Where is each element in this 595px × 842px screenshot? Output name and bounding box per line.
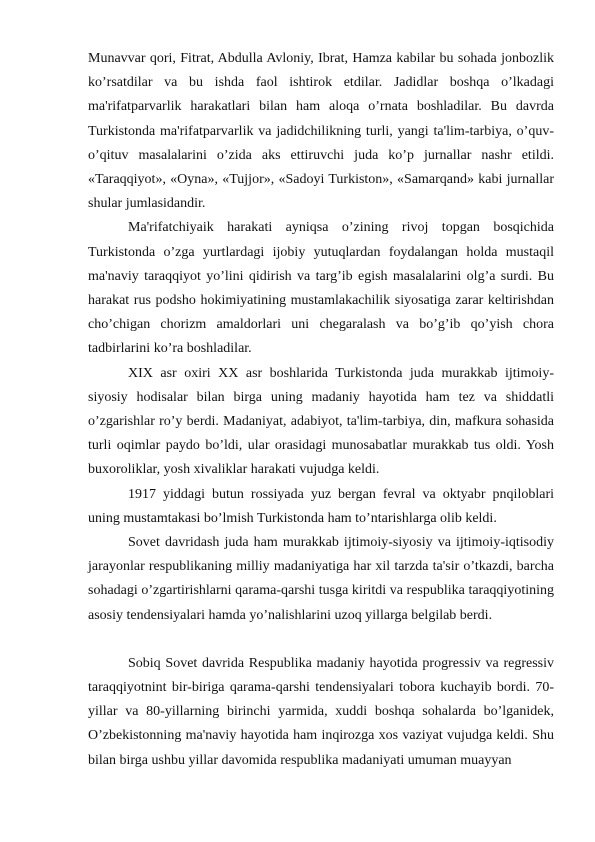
paragraph-2: Ma'rifatchiyaik harakati ayniqsa o’zining rivoj topgan bosqichida Turkistonda o’zga yurtlardagi ijobiy yutuqlardan foydalangan holda mustaqil ma'naviy taraqqiyot yo’lini qidirish va targ’ib egish masalalarini olg’a surdi. Bu harakat rus podsho hokimiyatining mustamlakachilik siyosatiga zarar keltirishdan cho’chigan chorizm amaldorlari uni chegaralash va bo’g’ib qo’yish chora tadbirlarini ko’ra boshladilar.: [88, 220, 554, 357]
paragraph-1: Munavvar qori, Fitrat, Abdulla Avloniy, Ibrat, Hamza kabilar bu sohada jonbozlik ko’rsatdilar va bu ishda faol ishtirok etdilar. Jadidlar boshqa o’lkadagi ma'rifatparvarlik harakatlari bilan ham aloqa o’rnata boshladilar. Bu davrda Turkistonda ma'rifatparvarlik va jadidchilikning turli, yangi ta'lim-tarbiya, o’quv-o’qituv masalalarini o’zida aks ettiruvchi juda ko’p jurnallar nashr etildi. «Taraqqiyot», «Oyna», «Tujjor», «Sadoyi Turkiston», «Samarqand» kabi jurnallar shular jumlasidandir.: [88, 51, 554, 212]
paragraph-4: 1917 yiddagi butun rossiyada yuz bergan fevral va oktyabr pnqiloblari uning mustamtakasi bo’lmish Turkistonda ham to’ntarishlarga olib keldi.: [88, 486, 554, 526]
paragraph-5: Sovet davridash juda ham murakkab ijtimoiy-siyosiy va ijtimoiy-iqtisodiy jarayonlar respublikaning milliy madaniyatiga har xil tarzda ta'sir o’tkazdi, barcha sohadagi o’zgartirishlarni qarama-qarshi tusga kiritdi va respublika taraqqiyotining asosiy tendensiyalari hamda yo’nalishlarini uzoq yillarga belgilab berdi.: [88, 535, 554, 623]
document-page: [88, 47, 554, 773]
paragraph-3: XIX asr oxiri XX asr boshlarida Turkistonda juda murakkab ijtimoiy-siyosiy hodisalar bilan birga uning madaniy hayotida ham tez va shiddatli o’zgarishlar ro’y berdi. Madaniyat, adabiyot, ta'lim-tarbiya, din, mafkura sohasida turli oqimlar paydo bo’ldi, ular orasidagi munosabatlar murakkab tus oldi. Yosh buxoroliklar, yosh xivaliklar harakati vujudga keldi.: [88, 365, 554, 478]
paragraph-spacer: [88, 628, 554, 652]
paragraph-6: Sobiq Sovet davrida Respublika madaniy hayotida progressiv va regressiv taraqqiyotnint bir-biriga qarama-qarshi tendensiyalari tobora kuchayib bordi. 70-yillar va 80-yillarning birinchi yarmida, xuddi boshqa sohalarda bo’lganidek, O’zbekistonning ma'naviy hayotida ham inqirozga xos vaziyat vujudga keldi. Shu bilan birga ushbu yillar davomida respublika madaniyati umuman muayyan: [88, 655, 554, 768]
